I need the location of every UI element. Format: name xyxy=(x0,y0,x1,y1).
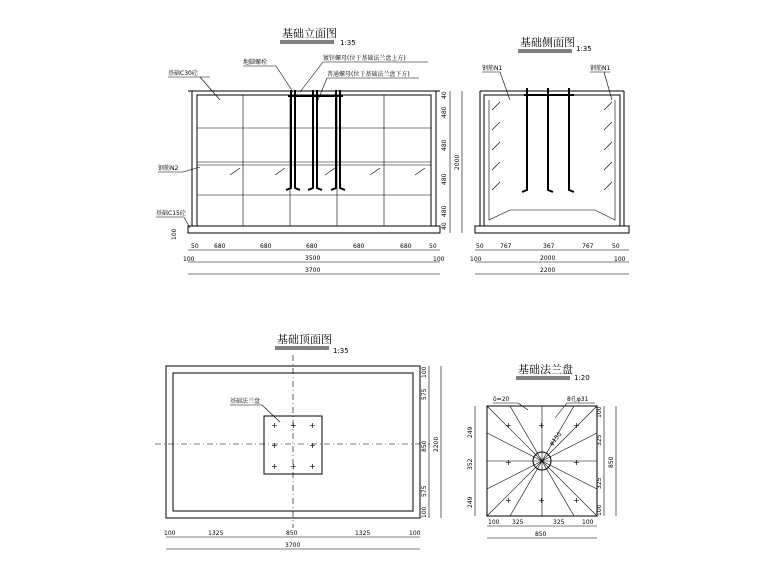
svg-text:+: + xyxy=(309,421,316,430)
flange-holes-label: 8孔φ31 xyxy=(567,396,589,403)
el-rdim-0: 40 xyxy=(441,91,448,99)
anchor-bolt-label: 地脚螺栓 xyxy=(243,59,268,66)
top-view xyxy=(155,332,441,549)
fl-rdim-3: 100 xyxy=(596,504,603,516)
flange-diameter: φ150 xyxy=(548,430,564,448)
fl-b1-1: 325 xyxy=(512,519,524,526)
nut-top-label: 镀锌螺母(位于基础法兰盘上方) xyxy=(323,55,406,62)
sd-b2-0: 100 xyxy=(470,256,482,263)
elevation-view xyxy=(156,26,462,274)
el-b1-2: 680 xyxy=(260,243,272,250)
sd-b1-3: 767 xyxy=(582,243,594,250)
elevation-title: 基础立面图 xyxy=(282,27,337,40)
fl-ldim-0: 249 xyxy=(467,426,474,438)
fl-rdim-0: 100 xyxy=(596,406,603,418)
flange-title: 基础法兰盘 xyxy=(518,363,573,376)
sd-b2-2: 100 xyxy=(614,256,626,263)
tp-b1-3: 1325 xyxy=(355,530,371,537)
fl-rdim-2: 325 xyxy=(596,477,603,489)
tp-rdim-0: 100 xyxy=(421,366,428,378)
side-title: 基础侧面图 xyxy=(520,36,575,49)
el-rdim-2: 480 xyxy=(441,139,448,151)
el-b3: 3700 xyxy=(305,267,321,274)
fl-b1-2: 325 xyxy=(553,519,565,526)
tp-rdim-1: 575 xyxy=(421,388,428,400)
rebar-n2-label: 钢筋N2 xyxy=(158,165,179,172)
top-scale: 1:35 xyxy=(333,347,349,355)
fl-ldim-2: 249 xyxy=(467,496,474,508)
anchor-bolts xyxy=(286,90,345,190)
svg-text:+: + xyxy=(505,421,512,430)
c30-label: 基础C30砼 xyxy=(168,70,198,77)
svg-text:+: + xyxy=(538,496,545,505)
fl-rdim-1: 325 xyxy=(596,434,603,446)
svg-text:+: + xyxy=(290,462,297,471)
fl-ldim-1: 352 xyxy=(467,458,474,470)
svg-text:+: + xyxy=(573,421,580,430)
svg-text:+: + xyxy=(505,458,512,467)
el-total-height: 2000 xyxy=(454,154,461,170)
sd-b3: 2200 xyxy=(540,267,556,274)
flange-thickness: δ=20 xyxy=(493,396,510,403)
side-body xyxy=(484,95,620,226)
el-rdim-3: 480 xyxy=(441,173,448,185)
svg-text:+: + xyxy=(271,462,278,471)
el-rdim-4: 480 xyxy=(441,205,448,217)
side-scale: 1:35 xyxy=(576,45,592,53)
svg-text:+: + xyxy=(538,421,545,430)
tp-b1-4: 100 xyxy=(409,530,421,537)
el-left-dim: 100 xyxy=(171,228,178,240)
el-b1-3: 680 xyxy=(306,243,318,250)
flange-scale: 1:20 xyxy=(574,374,590,382)
fl-b1-0: 100 xyxy=(488,519,500,526)
el-b2-1: 3500 xyxy=(305,255,321,262)
el-b1-4: 680 xyxy=(353,243,365,250)
el-rdim-5: 40 xyxy=(441,222,448,230)
svg-text:+: + xyxy=(271,421,278,430)
tp-b2: 3700 xyxy=(285,542,301,549)
el-b1-1: 680 xyxy=(214,243,226,250)
svg-text:+: + xyxy=(271,441,278,450)
tp-rdim-2: 850 xyxy=(421,440,428,452)
el-b1-0: 50 xyxy=(191,243,199,250)
sd-b1-2: 367 xyxy=(543,243,555,250)
elevation-scale: 1:35 xyxy=(340,39,356,47)
tp-rdim-3: 575 xyxy=(421,485,428,497)
sd-b1-0: 50 xyxy=(476,243,484,250)
tp-b1-2: 850 xyxy=(286,530,298,537)
tp-total-height: 2200 xyxy=(433,436,440,452)
fl-total-height: 850 xyxy=(608,456,615,468)
fl-b2: 850 xyxy=(535,531,547,538)
svg-text:+: + xyxy=(290,421,297,430)
svg-text:+: + xyxy=(573,458,580,467)
svg-text:+: + xyxy=(573,496,580,505)
c15-label: 基础C15砼 xyxy=(156,210,186,217)
sd-b2-1: 2000 xyxy=(540,255,556,262)
side-n1-left: 钢筋N1 xyxy=(482,65,503,72)
svg-text:+: + xyxy=(309,462,316,471)
top-title: 基础顶面图 xyxy=(277,333,332,346)
el-b2-0: 100 xyxy=(183,256,195,263)
tp-rdim-4: 100 xyxy=(421,506,428,518)
svg-text:+: + xyxy=(505,496,512,505)
sd-b1-1: 767 xyxy=(500,243,512,250)
svg-text:+: + xyxy=(309,441,316,450)
tp-b1-1: 1325 xyxy=(208,530,224,537)
flange-view xyxy=(467,362,616,538)
side-view xyxy=(470,35,629,274)
fl-b1-3: 100 xyxy=(582,519,594,526)
el-b1-6: 50 xyxy=(429,243,437,250)
el-rdim-1: 480 xyxy=(441,106,448,118)
top-flange-bolts xyxy=(271,421,316,471)
el-b2-2: 100 xyxy=(433,256,445,263)
c15-base xyxy=(188,226,440,233)
flange-bolt-holes xyxy=(505,421,580,505)
nut-bottom-label: 普通螺母(位于基础法兰盘下方) xyxy=(327,71,410,78)
top-flange-label: 基础法兰盘 xyxy=(230,398,261,405)
side-base xyxy=(475,226,629,233)
sd-b1-4: 50 xyxy=(612,243,620,250)
tp-b1-0: 100 xyxy=(164,530,176,537)
side-n1-right: 钢筋N1 xyxy=(590,65,611,72)
el-b1-5: 680 xyxy=(400,243,412,250)
